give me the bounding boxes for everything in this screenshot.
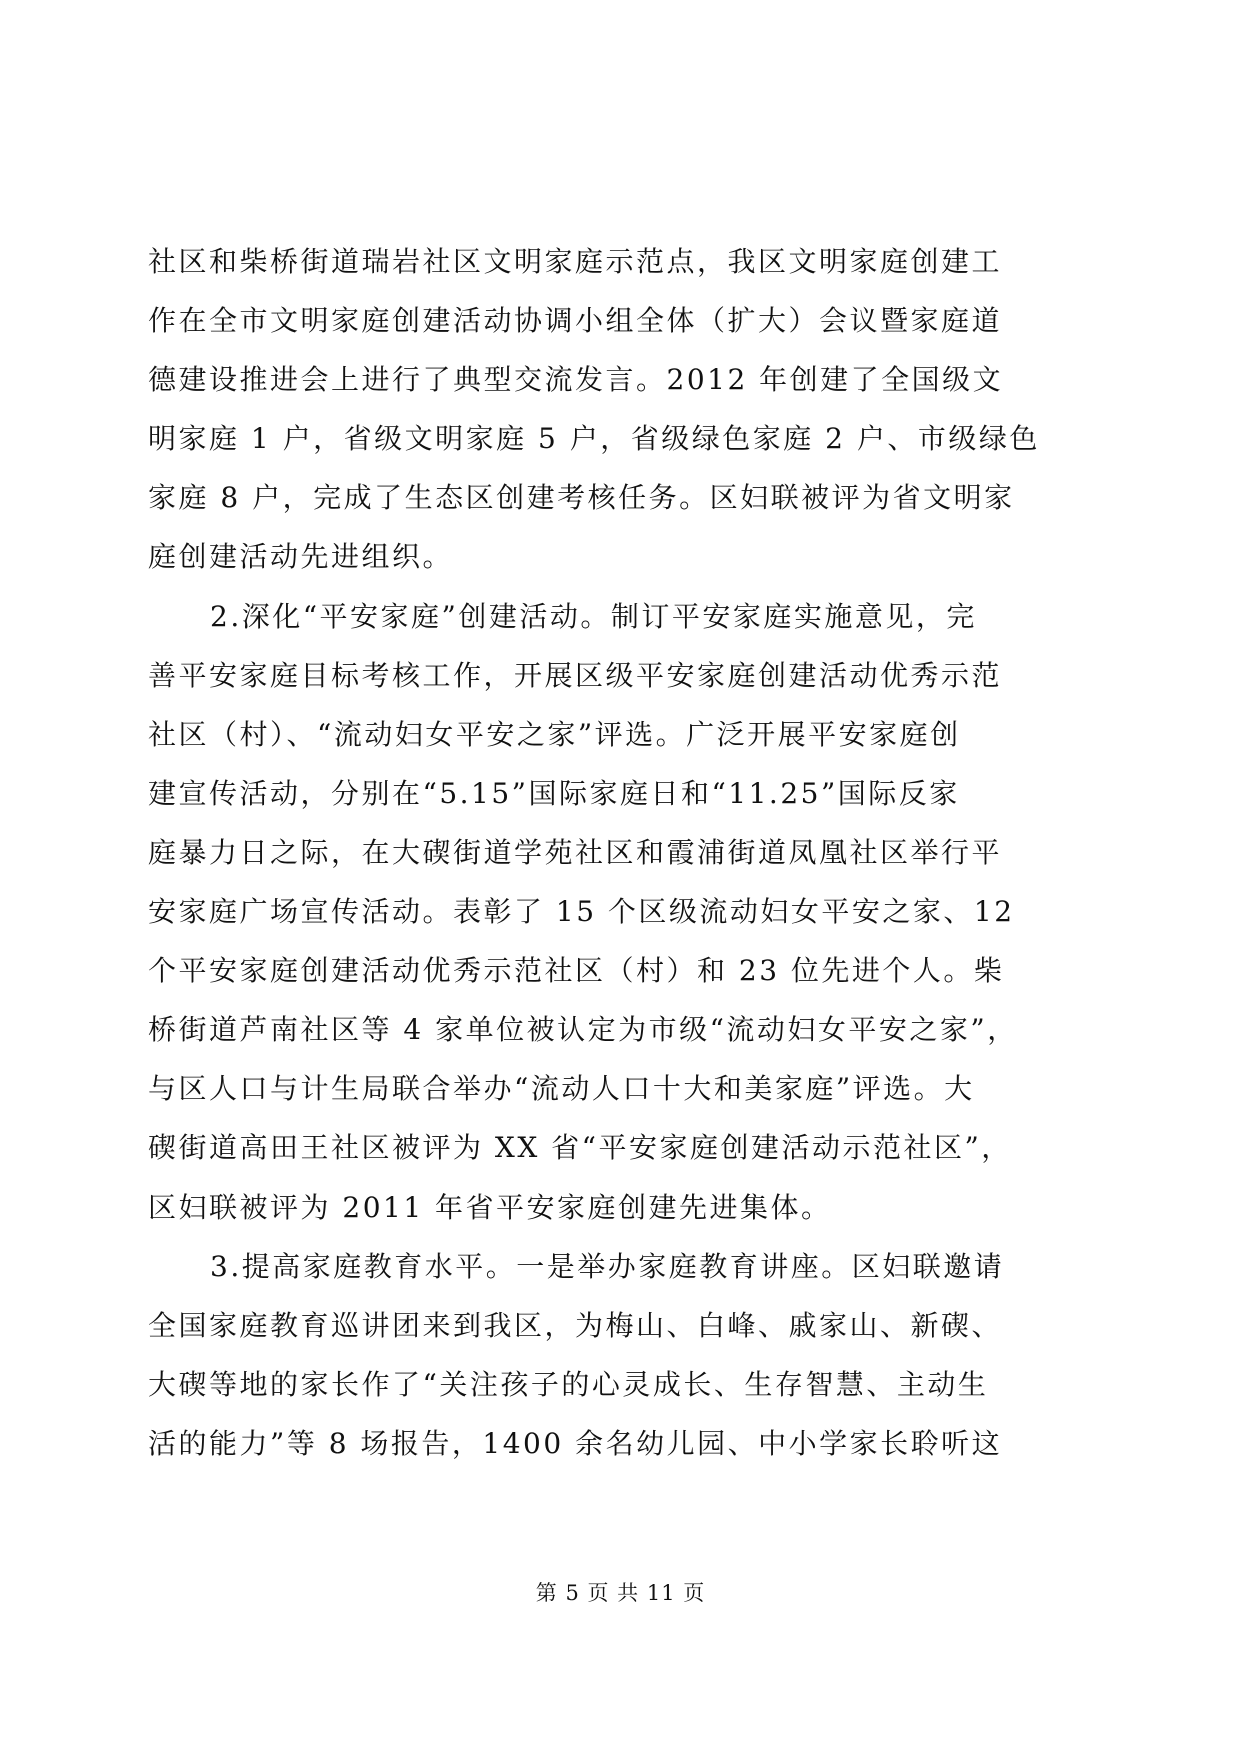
text-line: 3.提高家庭教育水平。一是举办家庭教育讲座。区妇联邀请 xyxy=(210,1249,1005,1283)
text-line: 善平安家庭目标考核工作，开展区级平安家庭创建活动优秀示范 xyxy=(148,658,1003,692)
text-line: 社区（村）、“流动妇女平安之家”评选。广泛开展平安家庭创 xyxy=(148,717,961,751)
text-line: 建宣传活动，分别在“5.15”国际家庭日和“11.25”国际反家 xyxy=(148,776,960,810)
text-line: 个平安家庭创建活动优秀示范社区（村）和 23 位先进个人。柴 xyxy=(148,954,1005,988)
text-line: 与区人口与计生局联合举办“流动人口十大和美家庭”评选。大 xyxy=(148,1072,975,1106)
text-line: 安家庭广场宣传活动。表彰了 15 个区级流动妇女平安之家、12 xyxy=(148,895,1015,929)
body-text xyxy=(148,232,1098,1473)
text-line: 桥街道芦南社区等 4 家单位被认定为市级“流动妇女平安之家”， xyxy=(148,1013,1018,1047)
text-line: 庭创建活动先进组织。 xyxy=(148,540,454,574)
text-line: 社区和柴桥街道瑞岩社区文明家庭示范点，我区文明家庭创建工 xyxy=(148,245,1003,278)
text-line: 明家庭 1 户，省级文明家庭 5 户，省级绿色家庭 2 户、市级绿色 xyxy=(148,422,1040,456)
text-line: 活的能力”等 8 场报告，1400 余名幼儿园、中小学家长聆听这 xyxy=(148,1426,1003,1460)
text-line: 全国家庭教育巡讲团来到我区，为梅山、白峰、戚家山、新碶、 xyxy=(148,1308,1003,1342)
text-line: 大碶等地的家长作了“关注孩子的心灵成长、生存智慧、主动生 xyxy=(148,1367,989,1401)
text-line: 区妇联被评为 2011 年省平安家庭创建先进集体。 xyxy=(148,1190,832,1224)
text-line: 作在全市文明家庭创建活动协调小组全体（扩大）会议暨家庭道 xyxy=(148,304,1003,338)
text-line: 庭暴力日之际，在大碶街道学苑社区和霞浦街道凤凰社区举行平 xyxy=(148,835,1003,869)
text-line: 德建设推进会上进行了典型交流发言。2012 年创建了全国级文 xyxy=(148,363,1004,397)
text-line: 2.深化“平安家庭”创建活动。制订平安家庭实施意见，完 xyxy=(210,599,977,633)
text-line: 碶街道高田王社区被评为 XX 省“平安家庭创建活动示范社区”， xyxy=(148,1131,1012,1165)
page-footer: 第 5 页 共 11 页 xyxy=(535,1581,706,1605)
text-line: 家庭 8 户，完成了生态区创建考核任务。区妇联被评为省文明家 xyxy=(148,481,1015,515)
